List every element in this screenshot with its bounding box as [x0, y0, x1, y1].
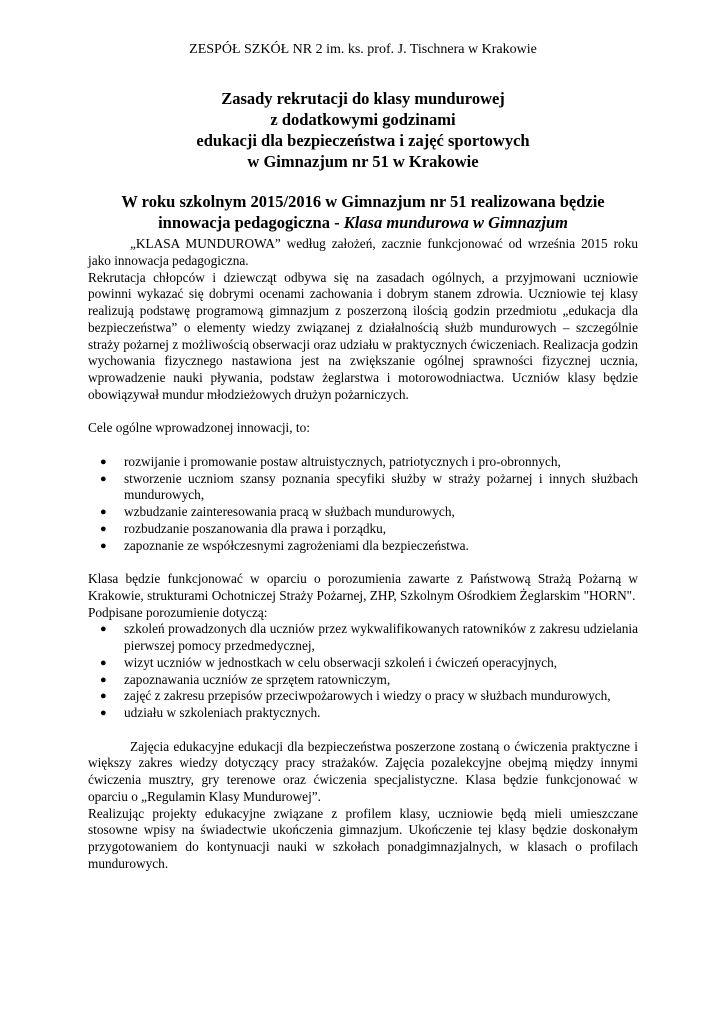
list-item: ● stworzenie uczniom szansy poznania specyfiki służby w straży pożarnej i innych służbach mundurowych,: [100, 470, 638, 503]
list-item: ● szkoleń prowadzonych dla uczniów przez wykwalifikowanych ratowników z zakresu udzielania pierwszej pomocy przedmedycznej,: [100, 621, 638, 653]
bullet-icon: ●: [100, 690, 107, 703]
school-header: ZESPÓŁ SZKÓŁ NR 2 im. ks. prof. J. Tischnera w Krakowie: [189, 42, 537, 57]
document-title: [88, 88, 638, 172]
classes-paragraph: Zajęcia edukacyjne edukacji dla bezpieczeństwa poszerzone zostaną o ćwiczenia praktyczne i większy zakres wiedzy dotyczący pracy strażaków. Zajęcia pozalekcyjne obejmą między innymi ćwiczenia musztry, gry terenowe oraz ćwiczenia specjalistyczne. Klasa będzie funkcjonować w oparciu o „Regulamin Klasy Mundurowej”.: [88, 738, 638, 804]
bullet-icon: ●: [100, 539, 107, 552]
bullet-icon: ●: [100, 455, 107, 468]
subtitle-line-2: [88, 212, 638, 233]
title-line-2: z dodatkowymi godzinami: [270, 110, 456, 129]
bullet-icon: ●: [100, 623, 107, 636]
document-body: [88, 236, 638, 873]
bullet-icon: ●: [100, 522, 107, 535]
list-item: ● zajęć z zakresu przepisów przeciwpożarowych i wiedzy o pracy w służbach mundurowych,: [100, 688, 611, 704]
list-item: ● wizyt uczniów w jednostkach w celu obserwacji szkoleń i ćwiczeń operacyjnych,: [100, 654, 558, 670]
subtitle-line-2-start: innowacja pedagogiczna -: [158, 213, 344, 232]
bullet-icon: ●: [100, 656, 107, 669]
title-line-3: edukacji dla bezpieczeństwa i zajęć sportowych: [196, 131, 530, 150]
goals-intro: Cele ogólne wprowadzonej innowacji, to:: [88, 420, 310, 436]
agreement-list: [88, 621, 638, 722]
document-page: [88, 0, 638, 1024]
goals-list: [88, 454, 638, 555]
bullet-icon: ●: [100, 506, 107, 518]
list-item: ● rozbudzanie poszanowania dla prawa i porządku,: [100, 520, 387, 536]
agreement-intro: Podpisane porozumienie dotyczą:: [88, 604, 268, 620]
list-item: ● zapoznawania uczniów ze sprzętem ratowniczym,: [100, 671, 391, 687]
bullet-icon: ●: [100, 472, 107, 485]
cooperation-paragraph: Klasa będzie funkcjonować w oparciu o porozumienia zawarte z Państwową Strażą Pożarną w Krakowie, strukturami Ochotniczej Straży Pożarnej, ZHP, Szkolnym Ośrodkiem Żeglarskim "HORN".: [88, 571, 638, 603]
subtitle-line-1: W roku szkolnym 2015/2016 w Gimnazjum nr 51 realizowana będzie: [121, 192, 605, 211]
document-subtitle: [88, 191, 638, 233]
title-line-1: Zasady rekrutacji do klasy mundurowej: [221, 89, 505, 108]
list-item: ● rozwijanie i promowanie postaw altruistycznych, patriotycznych i pro-obronnych,: [100, 453, 561, 469]
bullet-icon: ●: [100, 707, 107, 719]
list-item: ● wzbudzanie zainteresowania pracą w służbach mundurowych,: [100, 504, 455, 519]
projects-paragraph: Realizując projekty edukacyjne związane z profilem klasy, uczniowie będą mieli umieszczane stosowne wpisy na świadectwie ukończenia gimnazjum. Ukończenie tej klasy będzie doskonałym przygotowaniem do kontynuacji nauki w szkołach ponadgimnazjalnych, w klasach o profilach mundurowych.: [88, 805, 638, 871]
list-item: ● udziału w szkoleniach praktycznych.: [100, 705, 321, 720]
intro-paragraph: „KLASA MUNDUROWA” według założeń, zacznie funkcjonować od września 2015 roku jako innowacja pedagogiczna.: [88, 236, 638, 268]
bullet-icon: ●: [100, 673, 107, 686]
list-item: ● zapoznanie ze współczesnymi zagrożeniami dla bezpieczeństwa.: [100, 537, 469, 553]
title-line-4: w Gimnazjum nr 51 w Krakowie: [247, 152, 479, 171]
recruitment-paragraph: Rekrutacja chłopców i dziewcząt odbywa się na zasadach ogólnych, a przyjmowani uczniowie powinni wykazać się dobrymi ocenami zachowania i dobrym stanem zdrowia. Uczniowie tej klasy realizują podstawę programową gimnazjum z poszerzoną ilością godzin przedmiotu „edukacja dla bezpieczeństwa” o elementy wiedzy związanej z działalnością służb mundurowych – szczególnie straży pożarnej z możliwością obserwacji oraz udziału w praktycznych ćwiczeniach. Realizacja godzin wychowania fizycznego nastawiona jest na zwiększanie ogólnej sprawności fizycznej ucznia, wprowadzenie nauki pływania, podstaw żeglarstwa i motorowodniactwa. Uczniów klasy będzie obowiązywał mundur młodzieżowych drużyn pożarniczych.: [88, 269, 638, 402]
subtitle-line-2-italic: Klasa mundurowa w Gimnazjum: [343, 213, 568, 232]
